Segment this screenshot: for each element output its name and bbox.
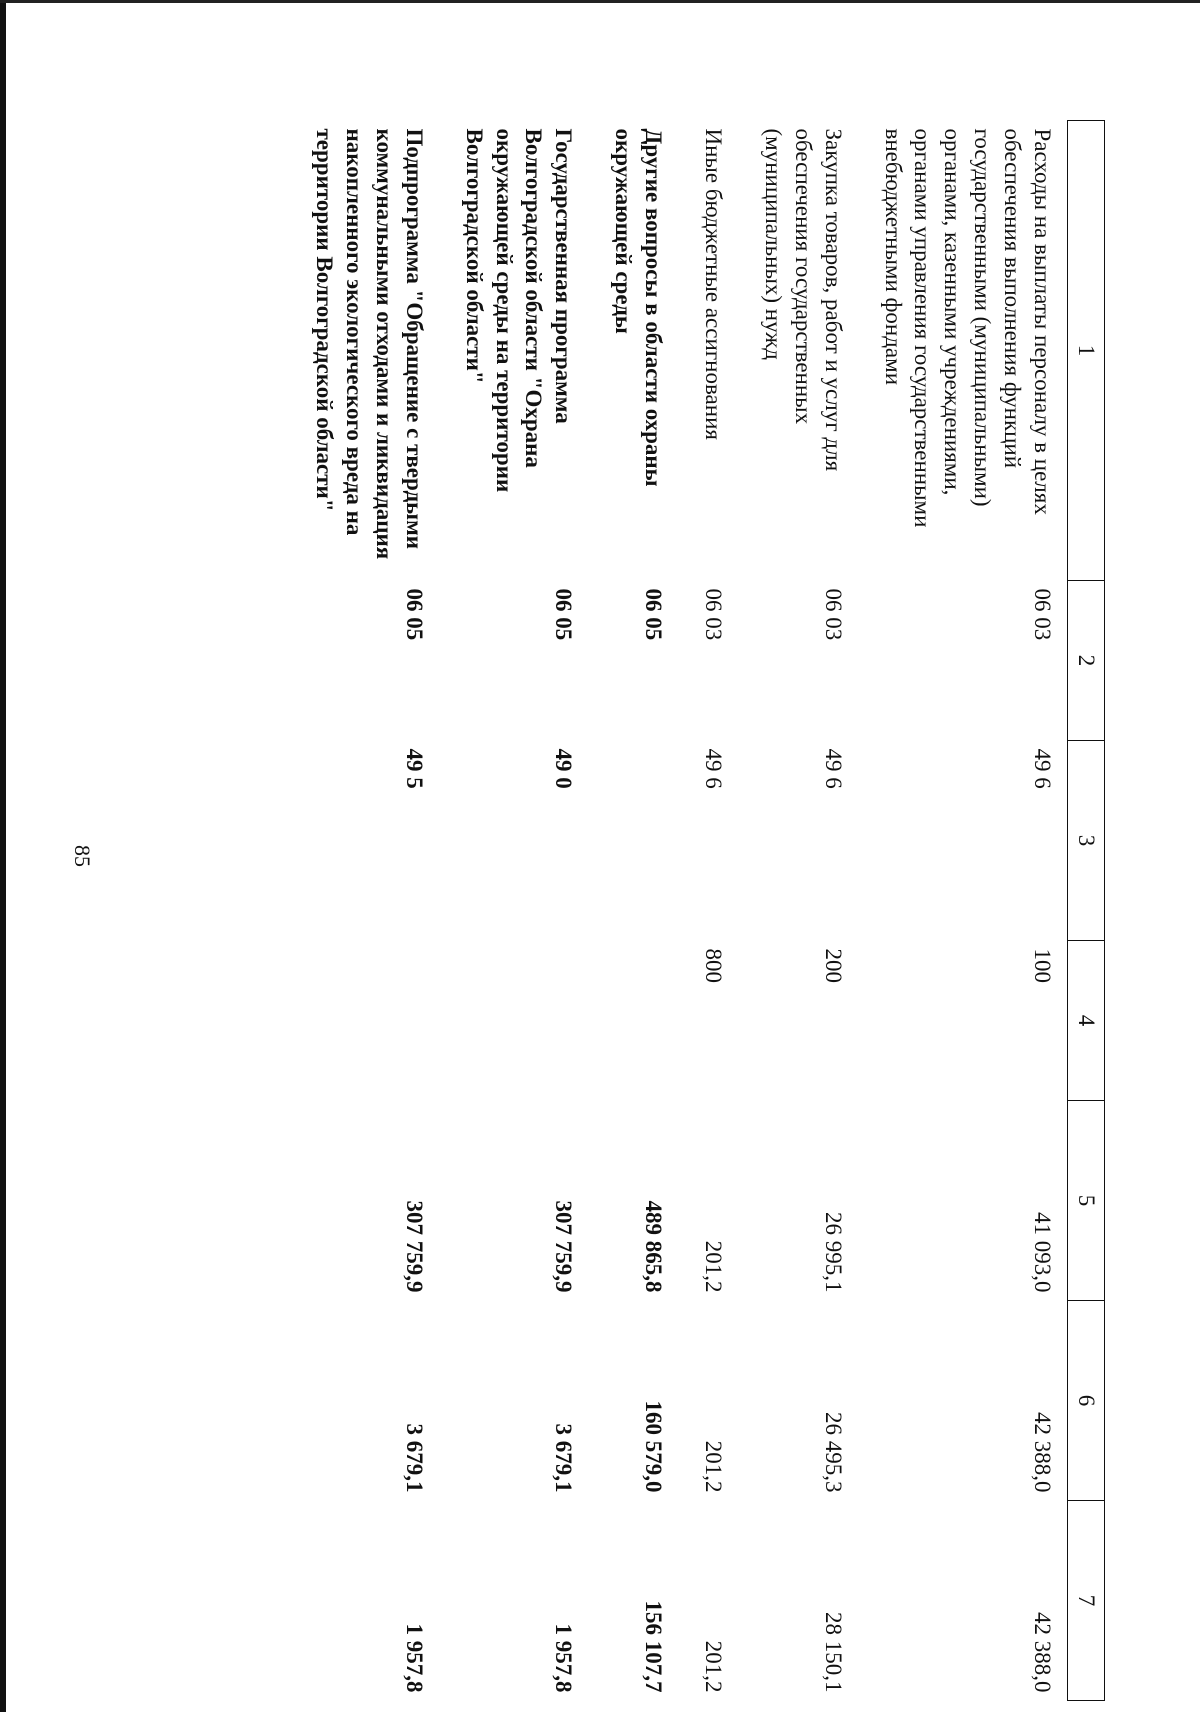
column-header: 1 [1068,121,1105,581]
row-name: Подпрограмма "Обращение с твердыми коммунальными отходами и ликвидация накопленного экологического вреда на территории Волгоградской области" [312,128,427,560]
page-number: 85 [70,845,95,867]
amount-col5: 307 759,9 [551,1200,577,1293]
row-name: Другие вопросы в области охраны окружающей среды [611,128,667,487]
amount-col7: 156 107,7 [641,1600,667,1693]
row-name: Расходы на выплаты персоналу в целях обеспечения выполнения функций государственными (муниципальными) органами, казенными учреждениями, органами управления государственными внебюджетными фондами [880,128,1055,528]
section-code: 06 05 [641,588,667,641]
amount-col6: 3 679,1 [401,1423,427,1493]
table-row [439,121,589,1701]
section-code: 06 03 [820,588,846,641]
amount-col5: 201,2 [700,1240,726,1293]
table-row [289,121,439,1701]
target-code: 49 5 [401,748,427,789]
row-name: Закупка товаров, работ и услуг для обеспечения государственных (муниципальных) нужд [760,128,846,472]
column-header: 6 [1068,1301,1105,1501]
section-code: 06 05 [401,588,427,641]
amount-col7: 1 957,8 [401,1623,427,1693]
expense-kind-code [289,941,439,1101]
column-header: 7 [1068,1501,1105,1701]
amount-col6: 201,2 [700,1440,726,1493]
column-header: 5 [1068,1101,1105,1301]
target-code: 49 6 [820,748,846,789]
amount-col5: 489 865,8 [641,1200,667,1293]
target-code: 49 0 [551,748,577,789]
expense-kind-code [588,941,678,1101]
table-row [588,121,678,1701]
budget-table [289,120,1105,1701]
amount-col7: 42 388,0 [1030,1612,1055,1693]
header-row [1068,121,1105,1701]
table-row [678,121,738,1701]
expense-kind-code: 100 [1030,948,1055,983]
column-header: 3 [1068,741,1105,941]
amount-col6: 3 679,1 [551,1423,577,1493]
section-code: 06 03 [1030,588,1055,641]
table-row [738,121,858,1701]
target-code: 49 6 [1030,748,1055,789]
amount-col7: 201,2 [700,1640,726,1693]
amount-col6: 42 388,0 [1030,1412,1055,1493]
section-code: 06 05 [551,588,577,641]
amount-col6: 26 495,3 [820,1412,846,1493]
expense-kind-code: 800 [700,948,726,983]
table-row [858,121,1068,1701]
amount-col5: 26 995,1 [820,1212,846,1293]
section-code: 06 03 [700,588,726,641]
amount-col5: 307 759,9 [401,1200,427,1293]
column-header: 2 [1068,581,1105,741]
expense-kind-code [439,941,589,1101]
row-name: Иные бюджетные ассигнования [700,128,726,440]
column-header: 4 [1068,941,1105,1101]
target-code [588,741,678,941]
target-code: 49 6 [700,748,726,789]
amount-col7: 1 957,8 [551,1623,577,1693]
amount-col7: 28 150,1 [820,1612,846,1693]
amount-col6: 160 579,0 [641,1400,667,1493]
amount-col5: 41 093,0 [1030,1212,1055,1293]
row-name: Государственная программа Волгоградской области "Охрана окружающей среды на территории Волгоградской области" [461,128,577,493]
expense-kind-code: 200 [820,948,846,983]
